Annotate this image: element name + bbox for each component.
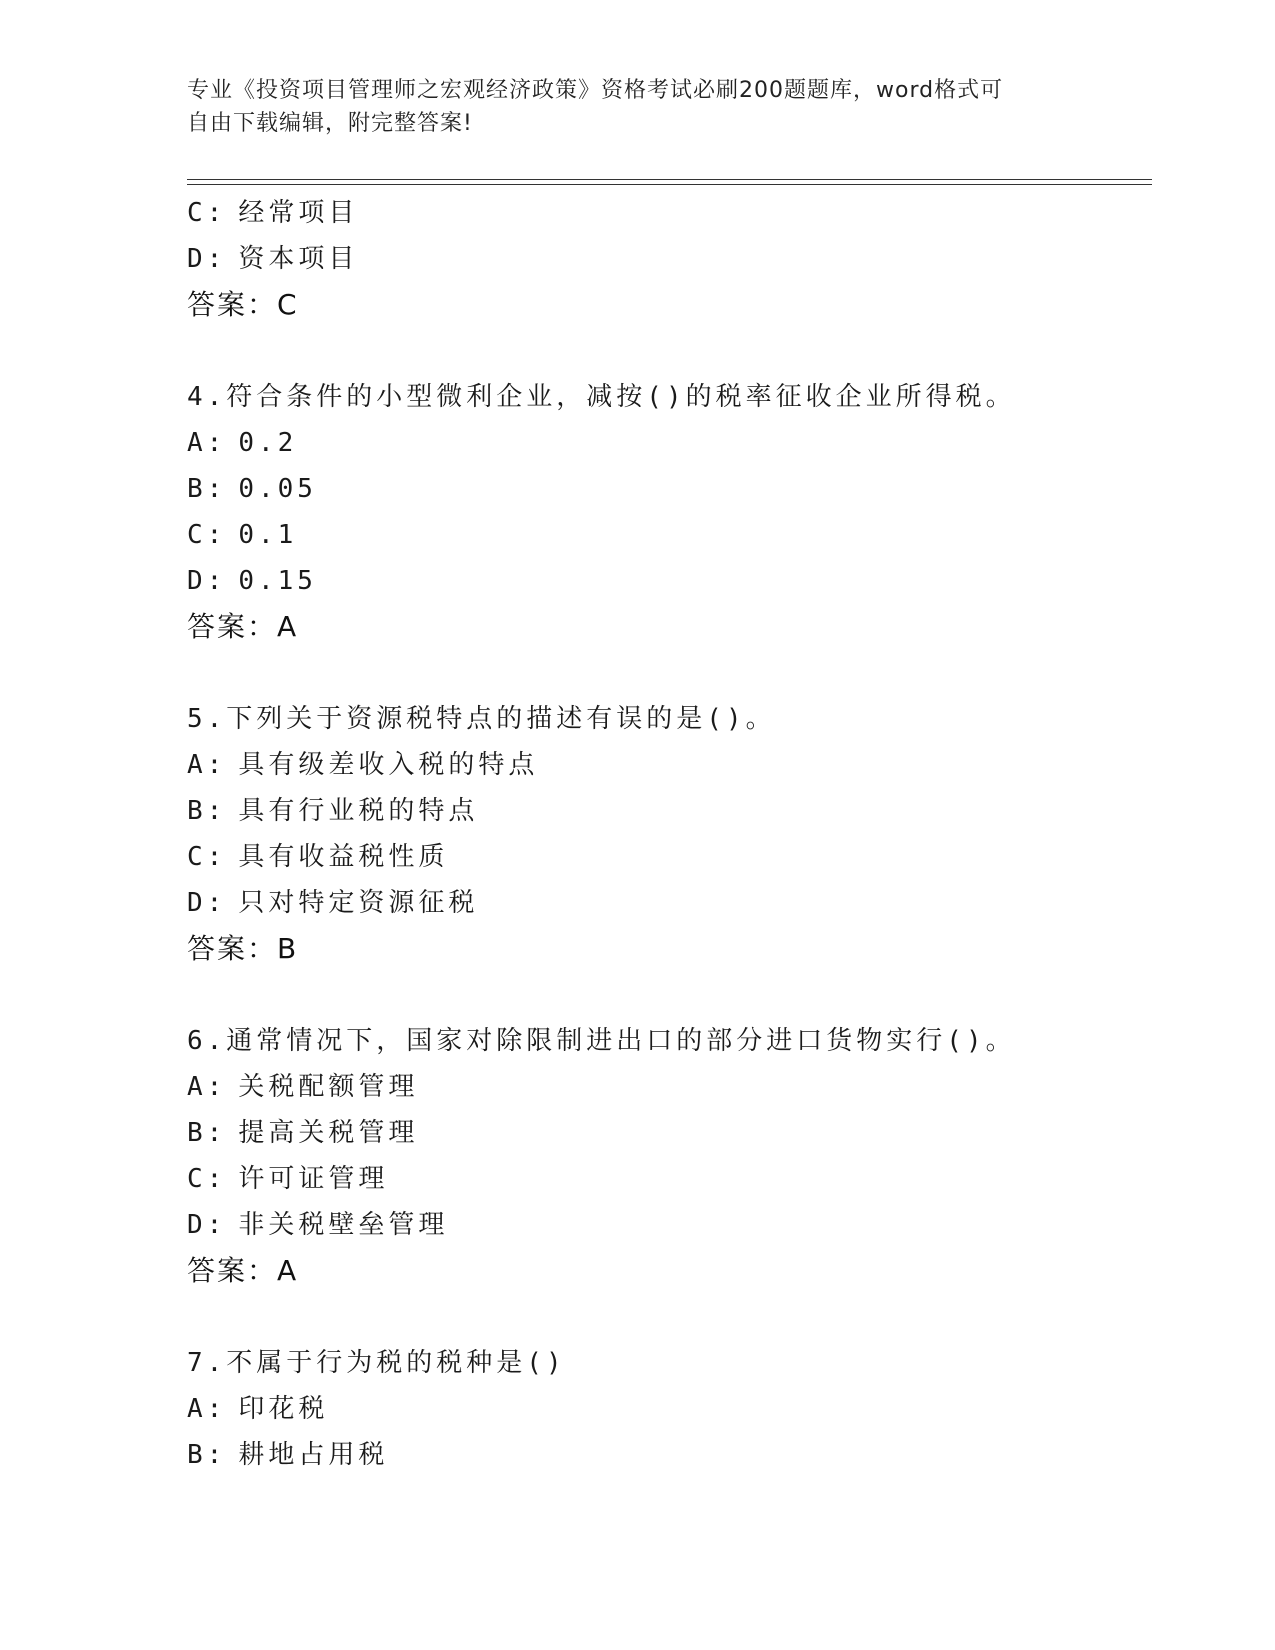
option-row [187, 512, 1152, 558]
option-row [187, 1110, 1152, 1156]
option-text: 资本项目 [238, 244, 359, 274]
option-text: 0.05 [238, 474, 317, 504]
question-block [187, 696, 1152, 972]
option-row [187, 236, 1152, 282]
question-block [187, 374, 1152, 650]
option-text: 具有级差收入税的特点 [238, 750, 539, 780]
option-letter: A: [187, 1394, 227, 1424]
answer-line: 答案：C [187, 288, 299, 321]
option-text: 非关税壁垒管理 [238, 1210, 449, 1240]
header-line-1: 专业《投资项目管理师之宏观经济政策》资格考试必刷200题题库，word格式可 [187, 78, 1004, 103]
option-text: 0.2 [238, 428, 298, 458]
option-text: 关税配额管理 [238, 1072, 419, 1102]
option-letter: A: [187, 428, 227, 458]
option-row [187, 1432, 1152, 1478]
option-text: 经常项目 [238, 198, 359, 228]
option-text: 耕地占用税 [238, 1440, 389, 1470]
option-text: 提高关税管理 [238, 1118, 419, 1148]
option-text: 只对特定资源征税 [238, 888, 479, 918]
option-letter: B: [187, 1440, 227, 1470]
option-row [187, 1202, 1152, 1248]
document-header [187, 74, 1067, 140]
answer-line: 答案：B [187, 932, 299, 965]
option-row [187, 742, 1152, 788]
option-letter: C: [187, 842, 227, 872]
option-text: 0.1 [238, 520, 298, 550]
question-text: 5.下列关于资源税特点的描述有误的是()。 [187, 704, 776, 734]
question-block [187, 1018, 1152, 1294]
option-letter: C: [187, 520, 227, 550]
answer-line: 答案：A [187, 1254, 299, 1287]
option-text: 0.15 [238, 566, 317, 596]
header-divider-top [187, 179, 1152, 180]
header-divider-bottom [187, 184, 1152, 185]
option-row [187, 1156, 1152, 1202]
option-text: 具有收益税性质 [238, 842, 449, 872]
option-letter: B: [187, 474, 227, 504]
option-letter: B: [187, 1118, 227, 1148]
option-letter: D: [187, 566, 227, 596]
question-text: 6.通常情况下，国家对除限制进出口的部分进口货物实行()。 [187, 1026, 1016, 1056]
option-text: 印花税 [238, 1394, 329, 1424]
option-row [187, 880, 1152, 926]
option-text: 具有行业税的特点 [238, 796, 479, 826]
answer-line: 答案：A [187, 610, 299, 643]
option-row [187, 466, 1152, 512]
question-block [187, 190, 1152, 328]
option-row [187, 558, 1152, 604]
option-row [187, 1386, 1152, 1432]
option-letter: D: [187, 244, 227, 274]
option-row [187, 834, 1152, 880]
option-letter: B: [187, 796, 227, 826]
question-text: 7.不属于行为税的税种是() [187, 1348, 566, 1378]
option-letter: D: [187, 888, 227, 918]
question-text: 4.符合条件的小型微利企业，减按()的税率征收企业所得税。 [187, 382, 1016, 412]
option-letter: C: [187, 1164, 227, 1194]
option-text: 许可证管理 [238, 1164, 389, 1194]
option-letter: A: [187, 750, 227, 780]
header-line-2: 自由下载编辑，附完整答案! [187, 111, 473, 136]
option-letter: A: [187, 1072, 227, 1102]
option-row [187, 788, 1152, 834]
question-block [187, 1340, 1152, 1478]
option-row [187, 1064, 1152, 1110]
question-list [187, 190, 1152, 1478]
option-row [187, 420, 1152, 466]
option-row [187, 190, 1152, 236]
option-letter: C: [187, 198, 227, 228]
option-letter: D: [187, 1210, 227, 1240]
